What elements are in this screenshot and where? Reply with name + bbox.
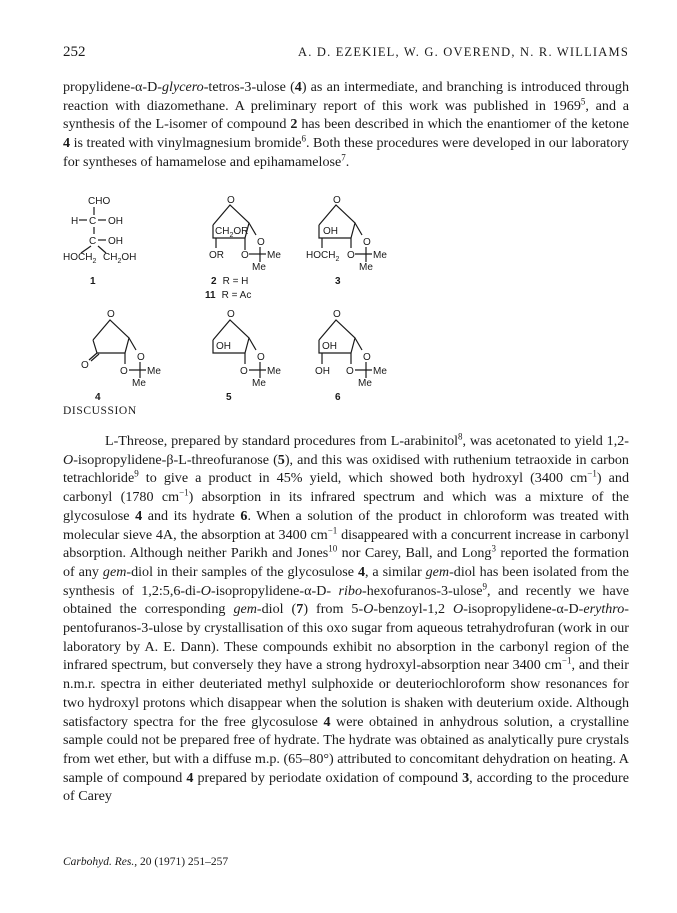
svg-text:Me: Me [252,262,266,273]
svg-text:O: O [363,352,371,363]
svg-text:Me: Me [132,378,146,389]
svg-text:Me: Me [147,366,161,377]
discussion-paragraph: L-Threose, prepared by standard procedures from L-arabinitol$^8$, was acetonated to yield 1,2-O-isopropylidene-β-L-threofuranose (5), and this was oxidised with ruthenium tetraoxide in carbon tetrachloride$^9$ to give a product in 45% yield, which showed both hydroxyl (3400 $cm^{-1}$) and carbonyl (1780 $cm^{-1}$) absorption in its infrared spectrum and which was a mixture of the glycosulose 4 and its hydrate 6. When a solution of the product in chloroform was treated with molecular sieve 4A, the absorption at 3400 $cm^{-1}$ disappeared with a concurrent increase in carbonyl absorption. Although neither Parikh and Jones$^{10}$ nor Carey, Ball, and Long$^3$ reported the formation of any gem-diol in their samples of the glycosulose 4, a similar gem-diol has been isolated from the synthesis of 1,2:5,6-di-O-isopropylidene-α-D- ribo-hexofuranos-3-ulose$^9$, and recently we have obtained the corresponding gem-diol (7) from 5-O-benzoyl-1,2 O-isopropylidene-α-D-erythro-pentofuranos-3-ulose by crystallisation of this oxo sugar from aqueous tetrahydrofuran (work in our laboratory by A. E. Dann). These compounds exhibit no absorption in the carbonyl region of the infrared spectrum, but conversely they have a strong hydroxyl-absorption near 3400 $cm^{-1}$, and their n.m.r. spectra in either deuteriated methyl sulphoxide or deuteriochloroform show resonances for two hydroxyl protons which disappear when the solution is shaken with deuterium oxide. Although satisfactory spectra for the free glycosulose 4 were obtained in anhydrous solution, a crystalline sample could not be prepared free of hydrate. The hydrate was obtained as analytically pure crystals from wet ether, but with a diffuse m.p. (65–80°) attributed to concomitant dehydration on heating. A sample of compound 4 prepared by periodate oxidation of compound 3, according to the procedure of Carey [63,431,630,805]
compound-3-label: 3 [335,276,341,287]
svg-text:Me: Me [373,366,387,377]
svg-text:Me: Me [373,250,387,261]
compound-4-label: 4 [95,392,101,400]
svg-text:Me: Me [267,366,281,377]
svg-text:O: O [363,237,371,248]
svg-text:O: O [241,250,249,261]
svg-text:O: O [257,352,265,363]
svg-text:O: O [120,366,128,377]
svg-text:OH: OH [108,216,123,227]
svg-text:HOCH2: $HOCH_2$ [306,250,340,263]
svg-text:CHO: CHO [88,196,111,207]
svg-text:CH2OH: $CH_2OH$ [103,252,137,265]
page-footer [63,856,228,868]
compound-4 [81,309,161,400]
svg-text:C: C [89,236,97,247]
page-header [63,44,629,62]
compound-5-label: 5 [226,392,232,400]
compound-6-label: 6 [335,392,341,400]
svg-text:OH: OH [216,341,231,352]
svg-text:Me: Me [252,378,266,389]
compound-1 [63,196,136,287]
svg-text:O: O [257,237,265,248]
svg-text:O: O [346,366,354,377]
svg-text:O: O [333,195,341,206]
compound-3 [306,195,387,287]
running-head-authors: A. D. EZEKIEL, W. G. OVEREND, N. R. WILLIAMS [297,45,629,59]
svg-text:CH2OR: $CH_2OR$ [215,226,249,239]
svg-text:C: C [89,216,97,227]
svg-text:OH: OH [315,366,330,377]
structures-figure [63,190,629,400]
svg-text:O: O [81,360,89,371]
svg-text:O: O [137,352,145,363]
svg-text:OH: OH [322,341,337,352]
svg-text:O: O [107,309,115,320]
compound-2 [205,195,281,301]
svg-text:Me: Me [267,250,281,261]
svg-text:Me: Me [359,262,373,273]
journal-name: Carbohyd. Res., [63,856,138,868]
svg-text:O: O [227,195,235,206]
svg-text:O: O [333,309,341,320]
compound-6 [315,309,387,400]
svg-text:Me: Me [358,378,372,389]
svg-text:OH: OH [108,236,123,247]
compound-1-label: 1 [90,276,96,287]
svg-text:HOCH2: $HOCH_2$ [63,252,97,265]
svg-text:11R = Ac: 11 R = Ac [205,290,252,301]
section-heading-discussion: DISCUSSION [63,405,137,417]
svg-text:O: O [227,309,235,320]
svg-text:OR: OR [209,250,224,261]
compound-5 [213,309,281,400]
svg-text:O: O [240,366,248,377]
journal-citation: 20 (1971) 251–257 [139,856,229,868]
intro-paragraph: propylidene-α-D-glycero-tetros-3-ulose (4) as an intermediate, and branching is introduced through reaction with diazomethane. A preliminary report of this work was published in 1969$^5$, and a synthesis of the L-isomer of compound 2 has been described in which the enantiomer of the ketone 4 is treated with vinylmagnesium bromide$^6$. Both these procedures were developed in our laboratory for syntheses of hamamelose and epihamamelose$^7$. [63,79,630,170]
page-number: 252 [63,44,86,60]
svg-text:OH: OH [323,226,338,237]
svg-text:2R = H: 2 R = H [211,276,249,287]
svg-text:H: H [71,216,79,227]
svg-text:O: O [347,250,355,261]
